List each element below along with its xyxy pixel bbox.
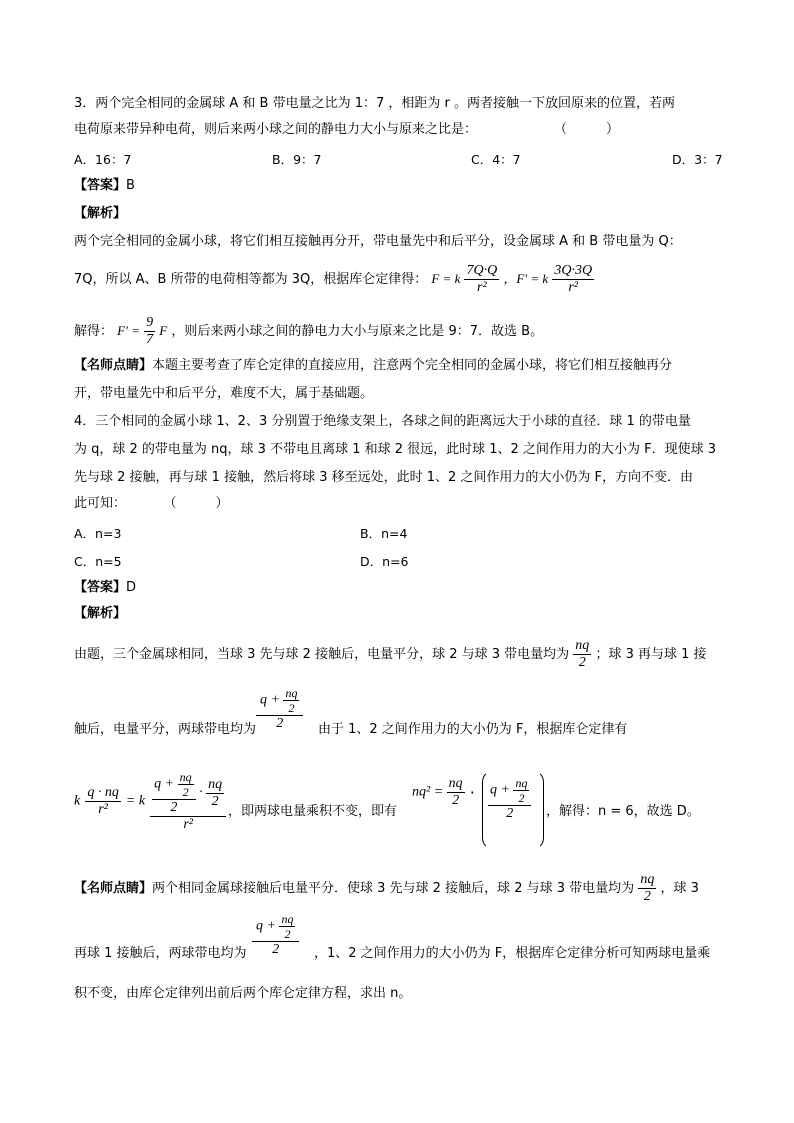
q4-tip-line2-text: 再球 1 接触后，两球带电均为	[74, 946, 247, 961]
q4-stem-line1: 4．三个相同的金属小球 1、2、3 分别置于绝缘支架上，各球之间的距离远大于小球的直径．球 1 的带电量	[74, 414, 691, 429]
q4-option-b: B．n=4	[360, 526, 408, 541]
q4-option-d: D．n=6	[360, 554, 409, 569]
q3-option-d: D．3：7	[672, 152, 723, 167]
q4-stem-line2: 为 q，球 2 的带电量为 nq，球 3 不带电且离球 1 和球 2 很远，此时球 1、2 之间作用力的大小为 F．现使球 3	[74, 442, 716, 457]
formula-f-den: r²	[477, 280, 487, 295]
q4-analysis-text1-end: ；球 3 再与球 1 接	[595, 647, 707, 662]
q3-stem-line1: 3．两个完全相同的金属球 A 和 B 带电量之比为 1：7 ，相距为 r 。两者接触一下放回原来的位置，若两	[74, 96, 676, 111]
q4-formula-end: ，解得：n = 6，故选 D。	[546, 804, 700, 819]
q4-stem-line3: 先与球 2 接触，再与球 1 接触，然后将球 3 移至远处，此时 1、2 之间作用力的大小仍为 F，方向不变．由	[74, 470, 694, 485]
q3-option-a: A．16：7	[74, 152, 132, 167]
q4-tip-line2-end: ，1、2 之间作用力的大小仍为 F，根据库仑定律分析可知两球电量乘	[314, 946, 711, 961]
q3-analysis-line2	[74, 262, 594, 297]
q4-stem-text: 此可知：	[74, 496, 127, 511]
solve-fraction	[144, 315, 155, 348]
q4-analysis-text1: 由题，三个金属球相同，当球 3 先与球 2 接触后，电量平分，球 2 与球 3 带电量均为	[74, 647, 570, 662]
q3-answer-paren: （ ）	[554, 122, 620, 137]
fraction-nq-over-2: $\frac{nq}{2}$	[575, 638, 590, 670]
solve-rhs: F	[159, 323, 168, 338]
q3-tip-line1	[74, 356, 672, 376]
charge-product-formula: nq² = $\frac{nq}{2}$ ·	[412, 776, 475, 808]
fraction-nq-over-2: $\frac{nq}{2}$	[640, 872, 655, 904]
paren-inner-fraction: q + $\frac{nq}{2}$ 2	[488, 776, 531, 822]
q4-formula-mid: ，即两球电量乘积不变，即有	[228, 804, 398, 819]
formula-f-lhs: F = k	[431, 271, 461, 286]
q3-solve-line	[74, 314, 543, 349]
q4-analysis-line1	[74, 638, 707, 672]
q3-analysis-text: 7Q，所以 A、B 所带的电荷相等都为 3Q，根据库仑定律得：	[74, 272, 428, 287]
solve-suffix: ，则后来两小球之间的静电力大小与原来之比是 9：7．故选 B。	[171, 324, 544, 339]
q4-answer	[74, 578, 136, 598]
tip-label: 【名师点睛】	[74, 881, 153, 896]
solve-prefix: 解得：	[74, 324, 114, 339]
q4-analysis-label: 【解析】	[74, 606, 127, 621]
coulomb-before-formula: k $\frac{q \cdot nq}{\text{r²}}$ = k q + $\frac{nq}{2}$ 2 · $\frac{nq}{2}$ r²	[74, 770, 226, 833]
solve-num: 9	[146, 315, 154, 330]
formula-f-num: 7Q·Q	[466, 263, 498, 278]
solve-den: 7	[146, 332, 154, 347]
tip-text: 本题主要考查了库仑定律的直接应用，注意两个完全相同的金属小球，将它们相互接触再分	[152, 358, 673, 373]
q4-tip-line1	[74, 872, 699, 906]
q4-tip-line3: 积不变，由库仑定律列出前后两个库仑定律方程，求出 n。	[74, 986, 412, 1001]
q3-analysis-line1: 两个完全相同的金属小球，将它们相互接触再分开，带电量先中和后平分，设金属球 A 和 B 带电量为 Q：	[74, 234, 682, 249]
q4-analysis-line2-text: 触后，电量平分，两球带电均为	[74, 722, 257, 737]
q4-analysis-line2-end: 由于 1、2 之间作用力的大小仍为 F，根据库仑定律有	[318, 722, 628, 737]
q4-option-a: A．n=3	[74, 526, 122, 541]
q3-answer	[74, 176, 135, 196]
q3-tip-line2: 开，带电量先中和后平分，难度不大，属于基础题。	[74, 386, 374, 401]
q4-stem-line4	[74, 494, 229, 514]
q4-answer-paren: （ ）	[170, 496, 229, 511]
answer-label: 【答案】	[74, 178, 127, 193]
formula-f-prime-lhs: ，F′ = k	[503, 271, 549, 286]
fraction-avg-charge: q + $\frac{nq}{2}$ 2	[252, 912, 299, 958]
answer-value: D	[126, 580, 137, 595]
q3-option-c: C．4：7	[471, 152, 521, 167]
solve-lhs: F′ =	[117, 323, 140, 338]
answer-label: 【答案】	[74, 580, 127, 595]
q3-stem-line2: 电荷原来带异种电荷，则后来两小球之间的静电力大小与原来之比是：	[74, 122, 478, 137]
q3-option-b: B．9：7	[272, 152, 322, 167]
tip-label: 【名师点睛】	[74, 358, 153, 373]
formula-f-fraction	[464, 263, 499, 296]
formula-f-prime-fraction	[552, 263, 594, 296]
tip-text: 两个相同金属球接触后电量平分．使球 3 先与球 2 接触后，球 2 与球 3 带电量均为	[152, 881, 635, 896]
formula-f-prime-num: 3Q·3Q	[554, 263, 593, 278]
formula-f-prime-den: r²	[568, 280, 579, 295]
answer-value: B	[126, 178, 135, 193]
q4-option-c: C．n=5	[74, 554, 122, 569]
tip-text-end: ，球 3	[660, 881, 699, 896]
fraction-avg-charge: q + $\frac{nq}{2}$ 2	[256, 686, 303, 732]
q3-analysis-label: 【解析】	[74, 206, 127, 221]
